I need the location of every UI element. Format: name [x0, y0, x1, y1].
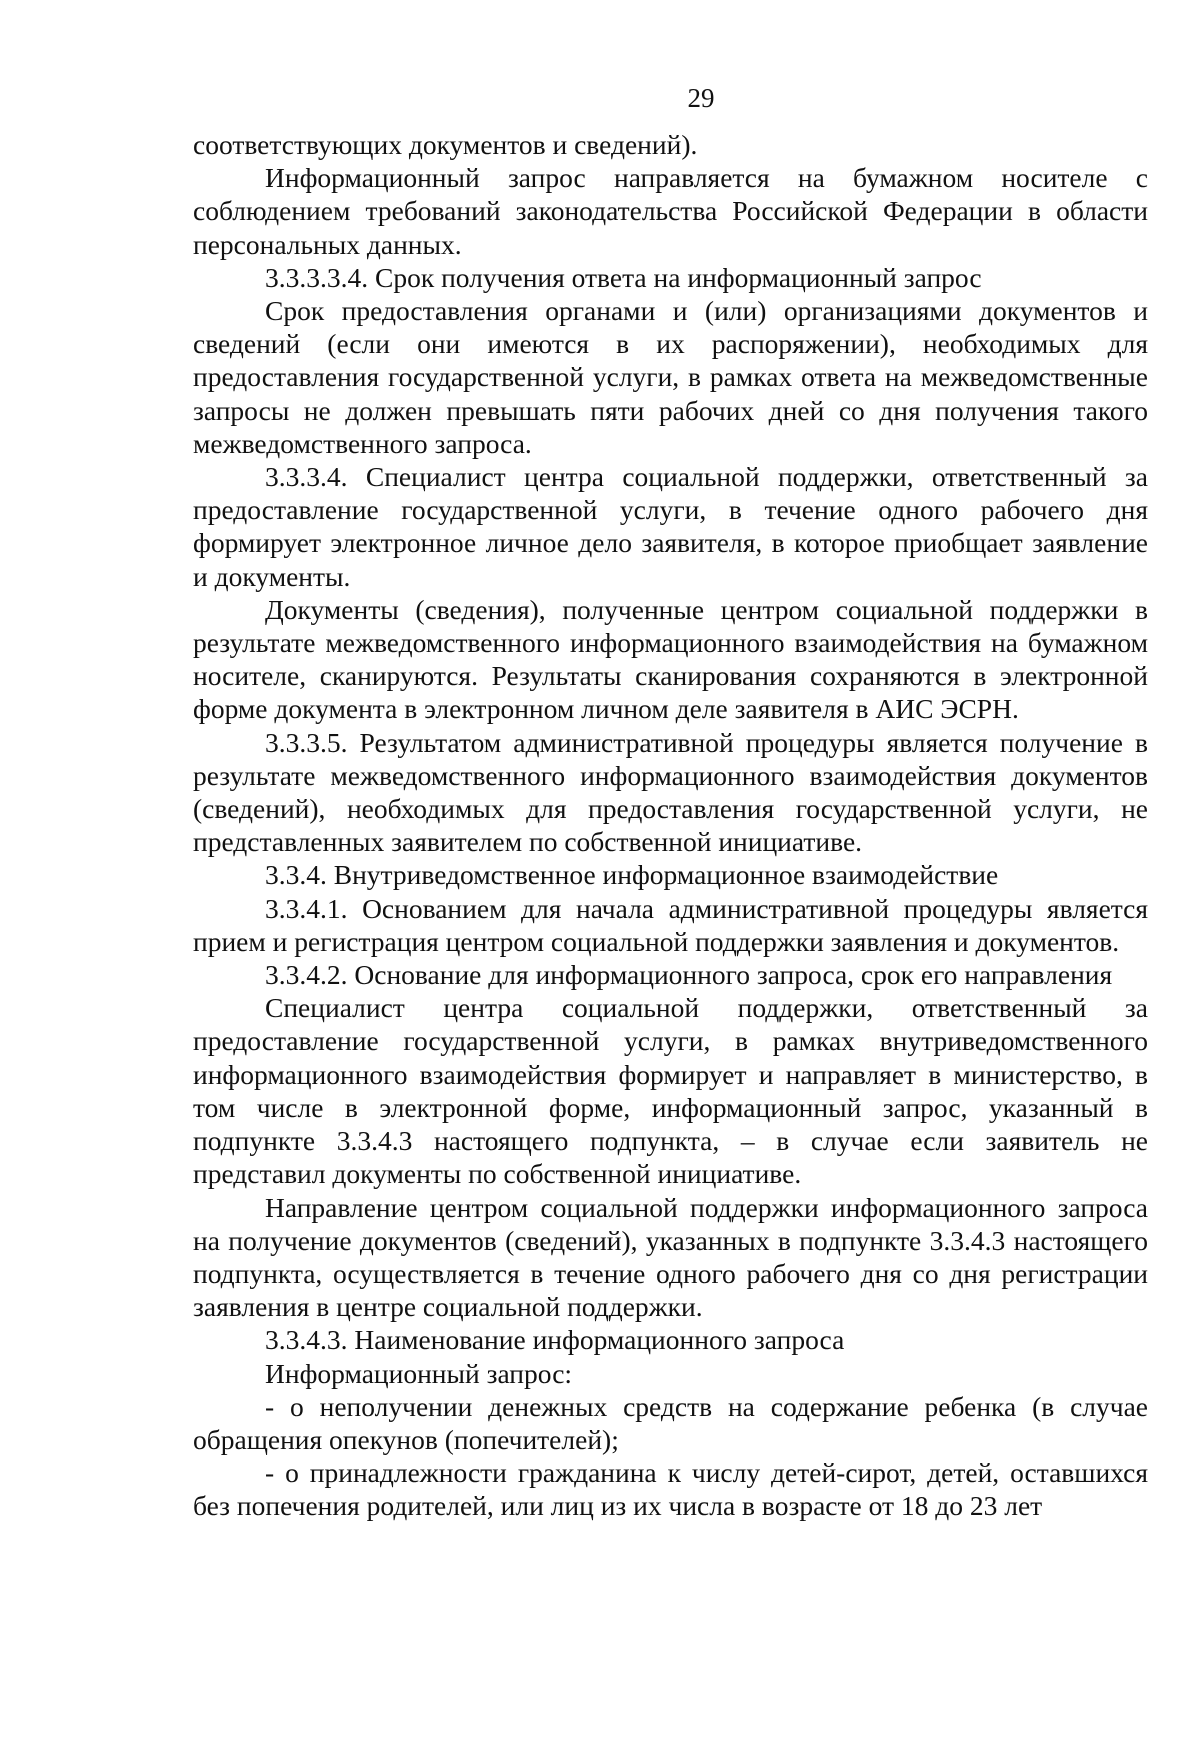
- page-number: 29: [687, 83, 715, 113]
- list-item-1: - о неполучении денежных средств на содержание ребенка (в случае обращения опекунов (попечителей);: [193, 1390, 1148, 1455]
- paragraph-14: Информационный запрос:: [265, 1357, 573, 1389]
- paragraph-1: соответствующих документов и сведений).: [193, 129, 698, 160]
- document-body: [193, 128, 1148, 1523]
- paragraph-4: Срок предоставления органами и (или) организациями документов и сведений (если они имеются в их распоряжении), необходимых для предоставления государственной услуги, в рамках ответа на межведомственные запросы не должен превышать пяти рабочих дней со дня получения такого межведомственного запроса.: [193, 295, 1148, 459]
- paragraph-11: Специалист центра социальной поддержки, ответственный за предоставление государственной услуги, в рамках внутриведомственного информационного взаимодействия формирует и направляет в министерство, в том числе в электронной форме, информационный запрос, указанный в подпункте 3.3.4.3 настоящего подпункта, – в случае если заявитель не представил документы по собственной инициативе.: [193, 992, 1148, 1190]
- section-heading-3-3-4: 3.3.4. Внутриведомственное информационное взаимодействие: [265, 859, 999, 891]
- section-heading-3-3-4-3: 3.3.4.3. Наименование информационного запроса: [265, 1324, 845, 1356]
- paragraph-12: Направление центром социальной поддержки информационного запроса на получение документов (сведений), указанных в подпункте 3.3.4.3 настоящего подпункта, осуществляется в течение одного рабочего дня со дня регистрации заявления в центре социальной поддержки.: [193, 1191, 1148, 1323]
- section-3-3-3-5: 3.3.3.5. Результатом административной процедуры является получение в результате межведомственного информационного взаимодействия документов (сведений), необходимых для предоставления государственной услуги, не представленных заявителем по собственной инициативе.: [193, 726, 1148, 858]
- section-3-3-4-1: 3.3.4.1. Основанием для начала административной процедуры является прием и регистрация центром социальной поддержки заявления и документов.: [193, 892, 1148, 957]
- list-item-2: - о принадлежности гражданина к числу детей-сирот, детей, оставшихся без попечения родителей, или лиц из их числа в возрасте от 18 до 23 лет: [193, 1457, 1148, 1522]
- section-heading-3-3-3-3-4: 3.3.3.3.4. Срок получения ответа на информационный запрос: [265, 261, 982, 293]
- section-3-3-3-4: 3.3.3.4. Специалист центра социальной поддержки, ответственный за предоставление государственной услуги, в течение одного рабочего дня формирует электронное личное дело заявителя, в которое приобщает заявление и документы.: [193, 461, 1148, 592]
- paragraph-6: Документы (сведения), полученные центром социальной поддержки в результате межведомственного информационного взаимодействия на бумажном носителе, сканируются. Результаты сканирования сохраняются в электронной форме документа в электронном личном деле заявителя в АИС ЭСРН.: [193, 593, 1148, 725]
- paragraph-2: Информационный запрос направляется на бумажном носителе с соблюдением требований законодательства Российской Федерации в области персональных данных.: [193, 162, 1148, 260]
- section-heading-3-3-4-2: 3.3.4.2. Основание для информационного запроса, срок его направления: [265, 959, 1113, 991]
